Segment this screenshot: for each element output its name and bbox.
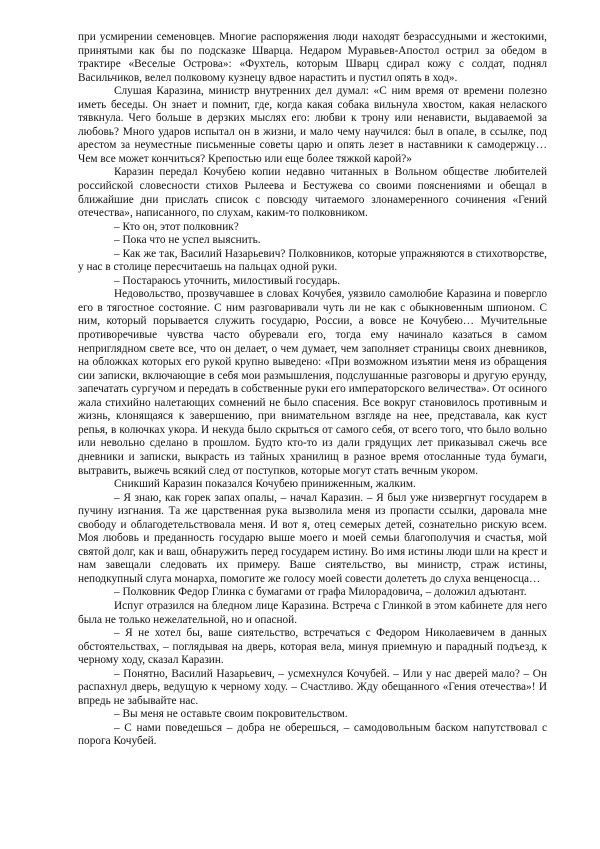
paragraph: Сникший Каразин показался Кочубею приниженным, жалким. — [114, 478, 416, 491]
paragraph: Каразин передал Кочубею копии недавно читанных в Вольном обществе любителей российской словесности стихов Рылеева и Бестужева со своими пояснениями и обещал в ближайшие дни прислать список с повсюду читаемого злонамеренного сочинения «Гений отечества», написанного, по слухам, каким-то полковником. — [78, 166, 547, 220]
dialogue-line: – Пока что не успел выяснить. — [114, 234, 261, 247]
dialogue-line: – Вы меня не оставьте своим покровительством. — [114, 708, 348, 721]
paragraph: Слушая Каразина, министр внутренних дел думал: «С ним время от времени полезно иметь беседы. Он знает и помнит, где, когда какая собака вильнула хвостом, какая нелаского тявкнула. Чего больше в дерзких мыслях его: любви к трону или ненависти, выдаваемой за любовь? Много ударов испытал он в жизни, и мало чему научился: был в опале, в ссылке, под арестом за неуместные письменные советы царю и опять лезет в наставники к самодержцу… Чем все может кончиться? Крепостью или еще более тяжкой карой?» — [78, 85, 547, 165]
dialogue-line: – С нами поведешься – добра не оберешься, – самодовольным баском напутствовал с порога Кочубей. — [78, 721, 547, 748]
dialogue-line: – Постараюсь уточнить, милостивый государь. — [114, 274, 341, 287]
paragraph: Испуг отразился на бледном лице Каразина. Встреча с Глинкой в этом кабинете для него была не только нежелательной, но и опасной. — [78, 599, 547, 626]
dialogue-line: – Кто он, этот полковник? — [114, 220, 239, 233]
dialogue-line: – Я не хотел бы, ваше сиятельство, встречаться с Федором Николаевичем в данных обстоятельствах, – поглядывая на дверь, которая вела, минуя приемную и парадный подъезд, к черному ходу, сказал Каразин. — [78, 627, 547, 667]
paragraph: при усмирении семеновцев. Многие распоряжения люди находят безрассудными и жестокими, принятыми как бы по подсказке Шварца. Недаром Муравьев-Апостол острил за обедом в трактире «Веселые Острова»: «Фухтель, которым Шварц сдирал кожу с солдат, поднял Васильчиков, велел полковому кузнецу вдвое нарастить и пустил опять в ход». — [78, 31, 547, 84]
dialogue-line: – Как же так, Василий Назарьевич? Полковников, которые упражняются в стихотворстве, у нас в столице пересчитаешь на пальцах одной руки. — [78, 247, 547, 274]
dialogue-line: – Я знаю, как горек запах опалы, – начал Каразин. – Я был уже низвергнут государем в пучину изгнания. Та же царственная рука вызволила меня из пропасти ссылки, даровала мне свободу и облагодетельствовала меня. И вот я, отец семерых детей, сознательно рискую всем. Моя любовь и преданность государю выше моего и моей семьи благополучия и счастья, мой святой долг, как и ваш, обнаружить перед государем истину. Во имя истины люди шли на крест и нам завещали следовать их примеру. Ваше сиятельство, вы министр, страж истины, неподкупный слуга монарха, помогите же голосу моей совести долететь до слуха венценосца… — [78, 491, 547, 585]
dialogue-line: – Полковник Федор Глинка с бумагами от графа Милорадовича, – доложил адъютант. — [114, 586, 527, 599]
paragraph: Недовольство, прозвучавшее в словах Кочубея, уязвило самолюбие Каразина и повергло его в тягостное состояние. С ним разговаривали чуть ли не как с обыкновенным шпионом. С ним, который порывается служить государю, России, а вовсе не Кочубею… Мучительные противоречивые чувства часто обуревали его, тогда ему начинало казаться в самом неприглядном свете все, что он делает, о чем думает, чем заполняет страницы своих дневников, на обложках которых его рукой крупно выведено: «При возможном изъятии меня из обращения сии записки, включающие в себя мои размышления, подслушанные разговоры и другую ерунду, запечатать сургучом и передать в собственные руки его императорского величества». От осиного жала стихийно налетающих сомнений не было спасения. Все вокруг становилось противным и жизнь, клонящаяся к завершению, при внимательном взгляде на нее, представала, как куст репья, в колючках укора. И некуда было скрыться от самого себя, от всего того, что было вольно или невольно сделано в прошлом. Будто кто-то из дали грядущих лет приказывал сжечь все дневники и записки, выкрасть из тайных хранилищ в разное время отосланные туда бумаги, вытравить, выжечь всякий след от поступков, которые могут стать вечным укором. — [78, 288, 547, 477]
dialogue-line: – Понятно, Василий Назарьевич, – усмехнулся Кочубей. – Или у нас дверей мало? – Он распахнул дверь, ведущую к черному ходу. – Счастливо. Жду обещанного «Гения отечества»! И впредь не забывайте нас. — [78, 667, 547, 707]
